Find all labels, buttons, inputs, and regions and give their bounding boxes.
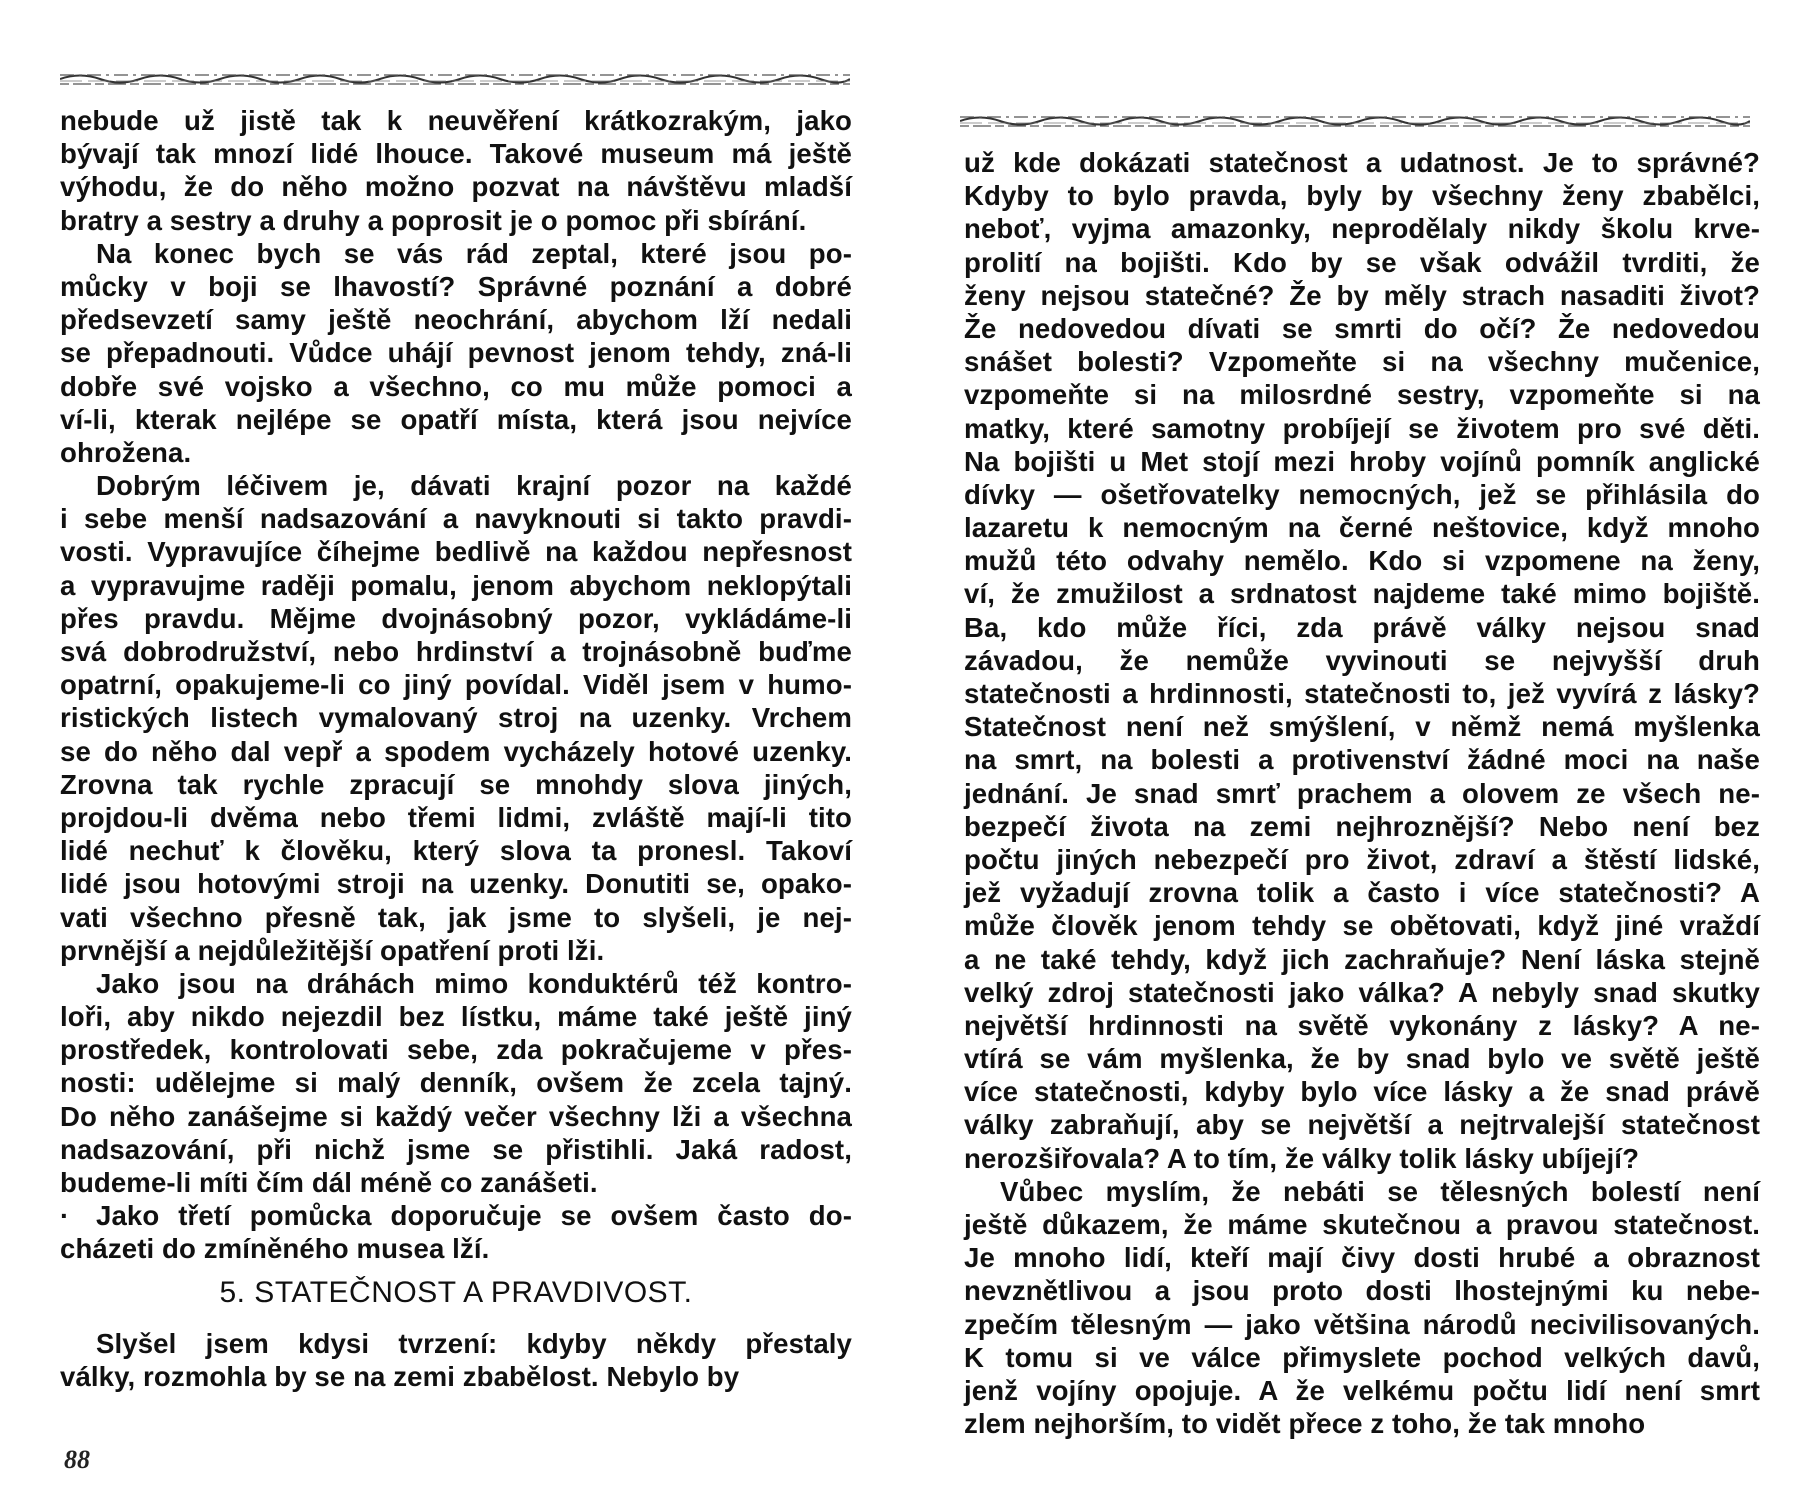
text-line: nebude už jistě tak k neuvěření krátkozrakým, jako (60, 105, 852, 136)
text-line: předsevzetí samy ještě neochrání, abychom lží nedali (60, 304, 852, 336)
text-line: můcky v boji se lhavostí? Správné poznání a dobré (60, 270, 852, 302)
text-line: přes pravdu. Mějme dvojnásobný pozor, vykládáme-li (60, 602, 852, 634)
text-line: Statečnost není než smýšlení, v němž nemá myšlenka (964, 711, 1760, 743)
text-line: se do něho dal vepř a spodem vycházely hotové uzenky. (60, 735, 852, 767)
left-text-column (60, 104, 852, 1393)
text-line: vosti. Vypravujíce číhejme bedlivě na každou nepřesnost (60, 536, 852, 568)
paragraph (60, 469, 852, 967)
text-line: nosti: udělejme si malý denník, ovšem že zcela tajný. (60, 1067, 852, 1099)
text-line: snášet bolesti? Vzpomeňte si na všechny mučenice, (964, 346, 1760, 378)
text-line: počtu jiných nebezpečí pro život, zdraví a štěstí lidské, (964, 843, 1760, 875)
text-line: zlem nejhorším, to vidět přece z toho, že tak mnoho (964, 1408, 1646, 1440)
text-line: vzpomeňte si na milosrdné sestry, vzpomeňte si na (964, 379, 1760, 411)
paragraph (964, 146, 1760, 1175)
text-line: může člověk jenom tehdy se obětovati, když jiné vraždí (964, 910, 1760, 942)
text-line: války zabraňují, aby se největší a nejtrvalejší statečnost (964, 1109, 1760, 1141)
page-number: 88 (64, 1445, 90, 1474)
text-line: Ba, kdo může říci, zda právě války nejsou snad (964, 611, 1760, 643)
text-line: K tomu si ve válce přimyslete pochod velkých davů, (964, 1341, 1760, 1373)
text-line: i sebe menší nadsazování a navyknouti si takto pravdi- (60, 503, 852, 535)
text-line: dívky — ošetřovatelky nemocných, jež se přihlásila do (964, 478, 1760, 510)
text-line: loři, aby nikdo nejezdil bez lístku, máme také ještě jiný (60, 1001, 852, 1033)
text-line: cházeti do zmíněného musea lží. (60, 1233, 490, 1265)
text-line: prostředek, kontrolovati sebe, zda pokračujeme v přes- (60, 1034, 852, 1066)
text-line: Na bojišti u Met stojí mezi hroby vojínů pomník anglické (964, 445, 1760, 477)
text-line: prvnější a nejdůležitější opatření proti lži. (60, 934, 605, 966)
text-line: největší hrdinnosti na světě vykonány z lásky? A ne- (964, 1009, 1760, 1041)
text-line: výhodu, že do něho možno pozvat na návštěvu mladší (60, 171, 852, 203)
text-line: prolití na bojišti. Kdo by se však odvážil tvrditi, že (964, 246, 1760, 278)
text-line: matky, které samotny probíjejí se životem pro své děti. (964, 412, 1760, 444)
text-line: a ne také tehdy, když jich zachraňuje? Není láska stejně (964, 943, 1760, 975)
text-line: jenž vojíny opojuje. A že velkému počtu lidí není smrt (964, 1374, 1760, 1406)
text-line: lidé jsou hotovými stroji na uzenky. Donutiti se, opako- (60, 868, 852, 900)
text-line: vtírá se vám myšlenka, že by snad bylo ve světě ještě (964, 1043, 1760, 1075)
right-page (900, 0, 1800, 1500)
text-line: ví, že zmužilost a srdnatost najdeme také mimo bojiště. (964, 578, 1760, 610)
ornament-rule (60, 68, 850, 90)
text-line: na smrt, na bolesti a protivenství žádné moci na naše (964, 744, 1760, 776)
text-line: bývají tak mnozí lidé lhouce. Takové museum má ještě (60, 138, 852, 170)
text-line: Vůbec myslím, že nebáti se tělesných bolestí není (1000, 1175, 1760, 1207)
text-line: závadou, že nemůže vyvinouti se nejvyšší druh (964, 644, 1760, 676)
paragraph (60, 1327, 852, 1393)
text-line: dobře své vojsko a všechno, co mu může pomoci a (60, 370, 852, 402)
text-line: Kdyby to bylo pravda, byly by všechny ženy zbabělci, (964, 180, 1760, 212)
text-line: vati všechno přesně tak, jak jsme to slyšeli, je nej- (60, 901, 852, 933)
text-line: ví-li, kterak nejlépe se opatří místa, která jsou nejvíce (60, 403, 852, 435)
text-line: mužů této odvahy nemělo. Kdo si vzpomene na ženy, (964, 545, 1760, 577)
text-line: Je mnoho lidí, kteří mají čivy dosti hrubé a obraznost (964, 1242, 1760, 1274)
text-line: projdou-li dvěma nebo třemi lidmi, zvláště mají-li tito (60, 801, 852, 833)
text-line: svá dobrodružství, nebo hrdinství a trojnásobně buďme (60, 636, 852, 667)
text-line: se přepadnouti. Vůdce uhájí pevnost jenom tehdy, zná-li (60, 337, 852, 369)
text-line: lazaretu k nemocným na černé neštovice, když mnoho (964, 512, 1760, 544)
paragraph (964, 1175, 1760, 1441)
text-line: nerozšiřovala? A to tím, že války tolik lásky ubíjejí? (964, 1142, 1640, 1174)
text-line: a vypravujme raději pomalu, jenom abychom neklopýtali (60, 569, 852, 601)
text-line: ještě důkazem, že máme skutečnou a pravou statečnost. (964, 1209, 1760, 1240)
text-line: více statečnosti, kdyby bylo více lásky a že snad právě (964, 1076, 1760, 1108)
text-line: Jako jsou na dráhách mimo konduktérů též kontro- (96, 967, 852, 999)
left-header-ornament (60, 68, 850, 90)
text-line: ženy nejsou statečné? Že by měly strach nasaditi život? (964, 279, 1760, 311)
text-line: Zrovna tak rychle zpracují se mnohdy slova jiných, (60, 768, 852, 800)
text-line: už kde dokázati statečnost a udatnost. Je to správné? (964, 147, 1760, 178)
text-line: Do něho zanášejme si každý večer všechny lži a všechna (60, 1100, 852, 1132)
text-line: opatrní, opakujeme-li co jiný povídal. Viděl jsem v humo- (60, 669, 852, 701)
text-line: neboť, vyjma amazonky, neprodělaly nikdy školu krve- (964, 213, 1760, 245)
text-line: jednání. Je snad smrť prachem a olovem ze všech ne- (964, 777, 1760, 809)
paragraph (60, 1199, 852, 1265)
text-line: bezpečí života na zemi nejhroznější? Nebo není bez (964, 810, 1760, 842)
text-line: Dobrým léčivem je, dávati krajní pozor na každé (96, 470, 852, 502)
text-line: bratry a sestry a druhy a poprosit je o pomoc při sbírání. (60, 204, 807, 236)
text-line: zpečím tělesným — jako většina národů necivilisovaných. (964, 1308, 1760, 1340)
text-line: války, rozmohla by se na zemi zbabělost. Nebylo by (60, 1360, 740, 1392)
text-line: ohrožena. (60, 436, 192, 468)
text-line: nadsazování, při nichž jsme se přistihli. Jaká radost, (60, 1133, 852, 1165)
text-line: statečnosti a hrdinnosti, statečnosti to, jež vyvírá z lásky? (964, 678, 1760, 709)
right-text-column (964, 146, 1760, 1440)
right-header-ornament (960, 110, 1750, 132)
text-line: velký zdroj statečnosti jako válka? A nebyly snad skutky (964, 976, 1760, 1008)
chapter-heading: 5. STATEČNOST A PRAVDIVOST. (219, 1275, 693, 1309)
text-line: ristických listech vymalovaný stroj na uzenky. Vrchem (60, 702, 852, 734)
text-line: · Jako třetí pomůcka doporučuje se ovšem často do- (60, 1199, 852, 1232)
text-line: Slyšel jsem kdysi tvrzení: kdyby někdy přestaly (96, 1327, 852, 1359)
text-line: budeme-li míti čím dál méně co zanášeti. (60, 1167, 598, 1198)
ornament-rule (960, 110, 1750, 132)
paragraph (60, 967, 852, 1199)
text-line: nevznětlivou a jsou proto dosti lhostejnými ku nebe- (964, 1275, 1760, 1307)
paragraph (60, 104, 852, 237)
text-line: Na konec bych se vás rád zeptal, které jsou po- (96, 237, 852, 269)
text-line: Že nedovedou dívati se smrti do očí? Že nedovedou (964, 312, 1760, 344)
text-line: jež vyžadují zrovna tolik a často i více statečnosti? A (964, 877, 1760, 909)
paragraph (60, 237, 852, 469)
text-line: lidé nechuť k člověku, který slova ta pronesl. Takoví (60, 835, 852, 867)
